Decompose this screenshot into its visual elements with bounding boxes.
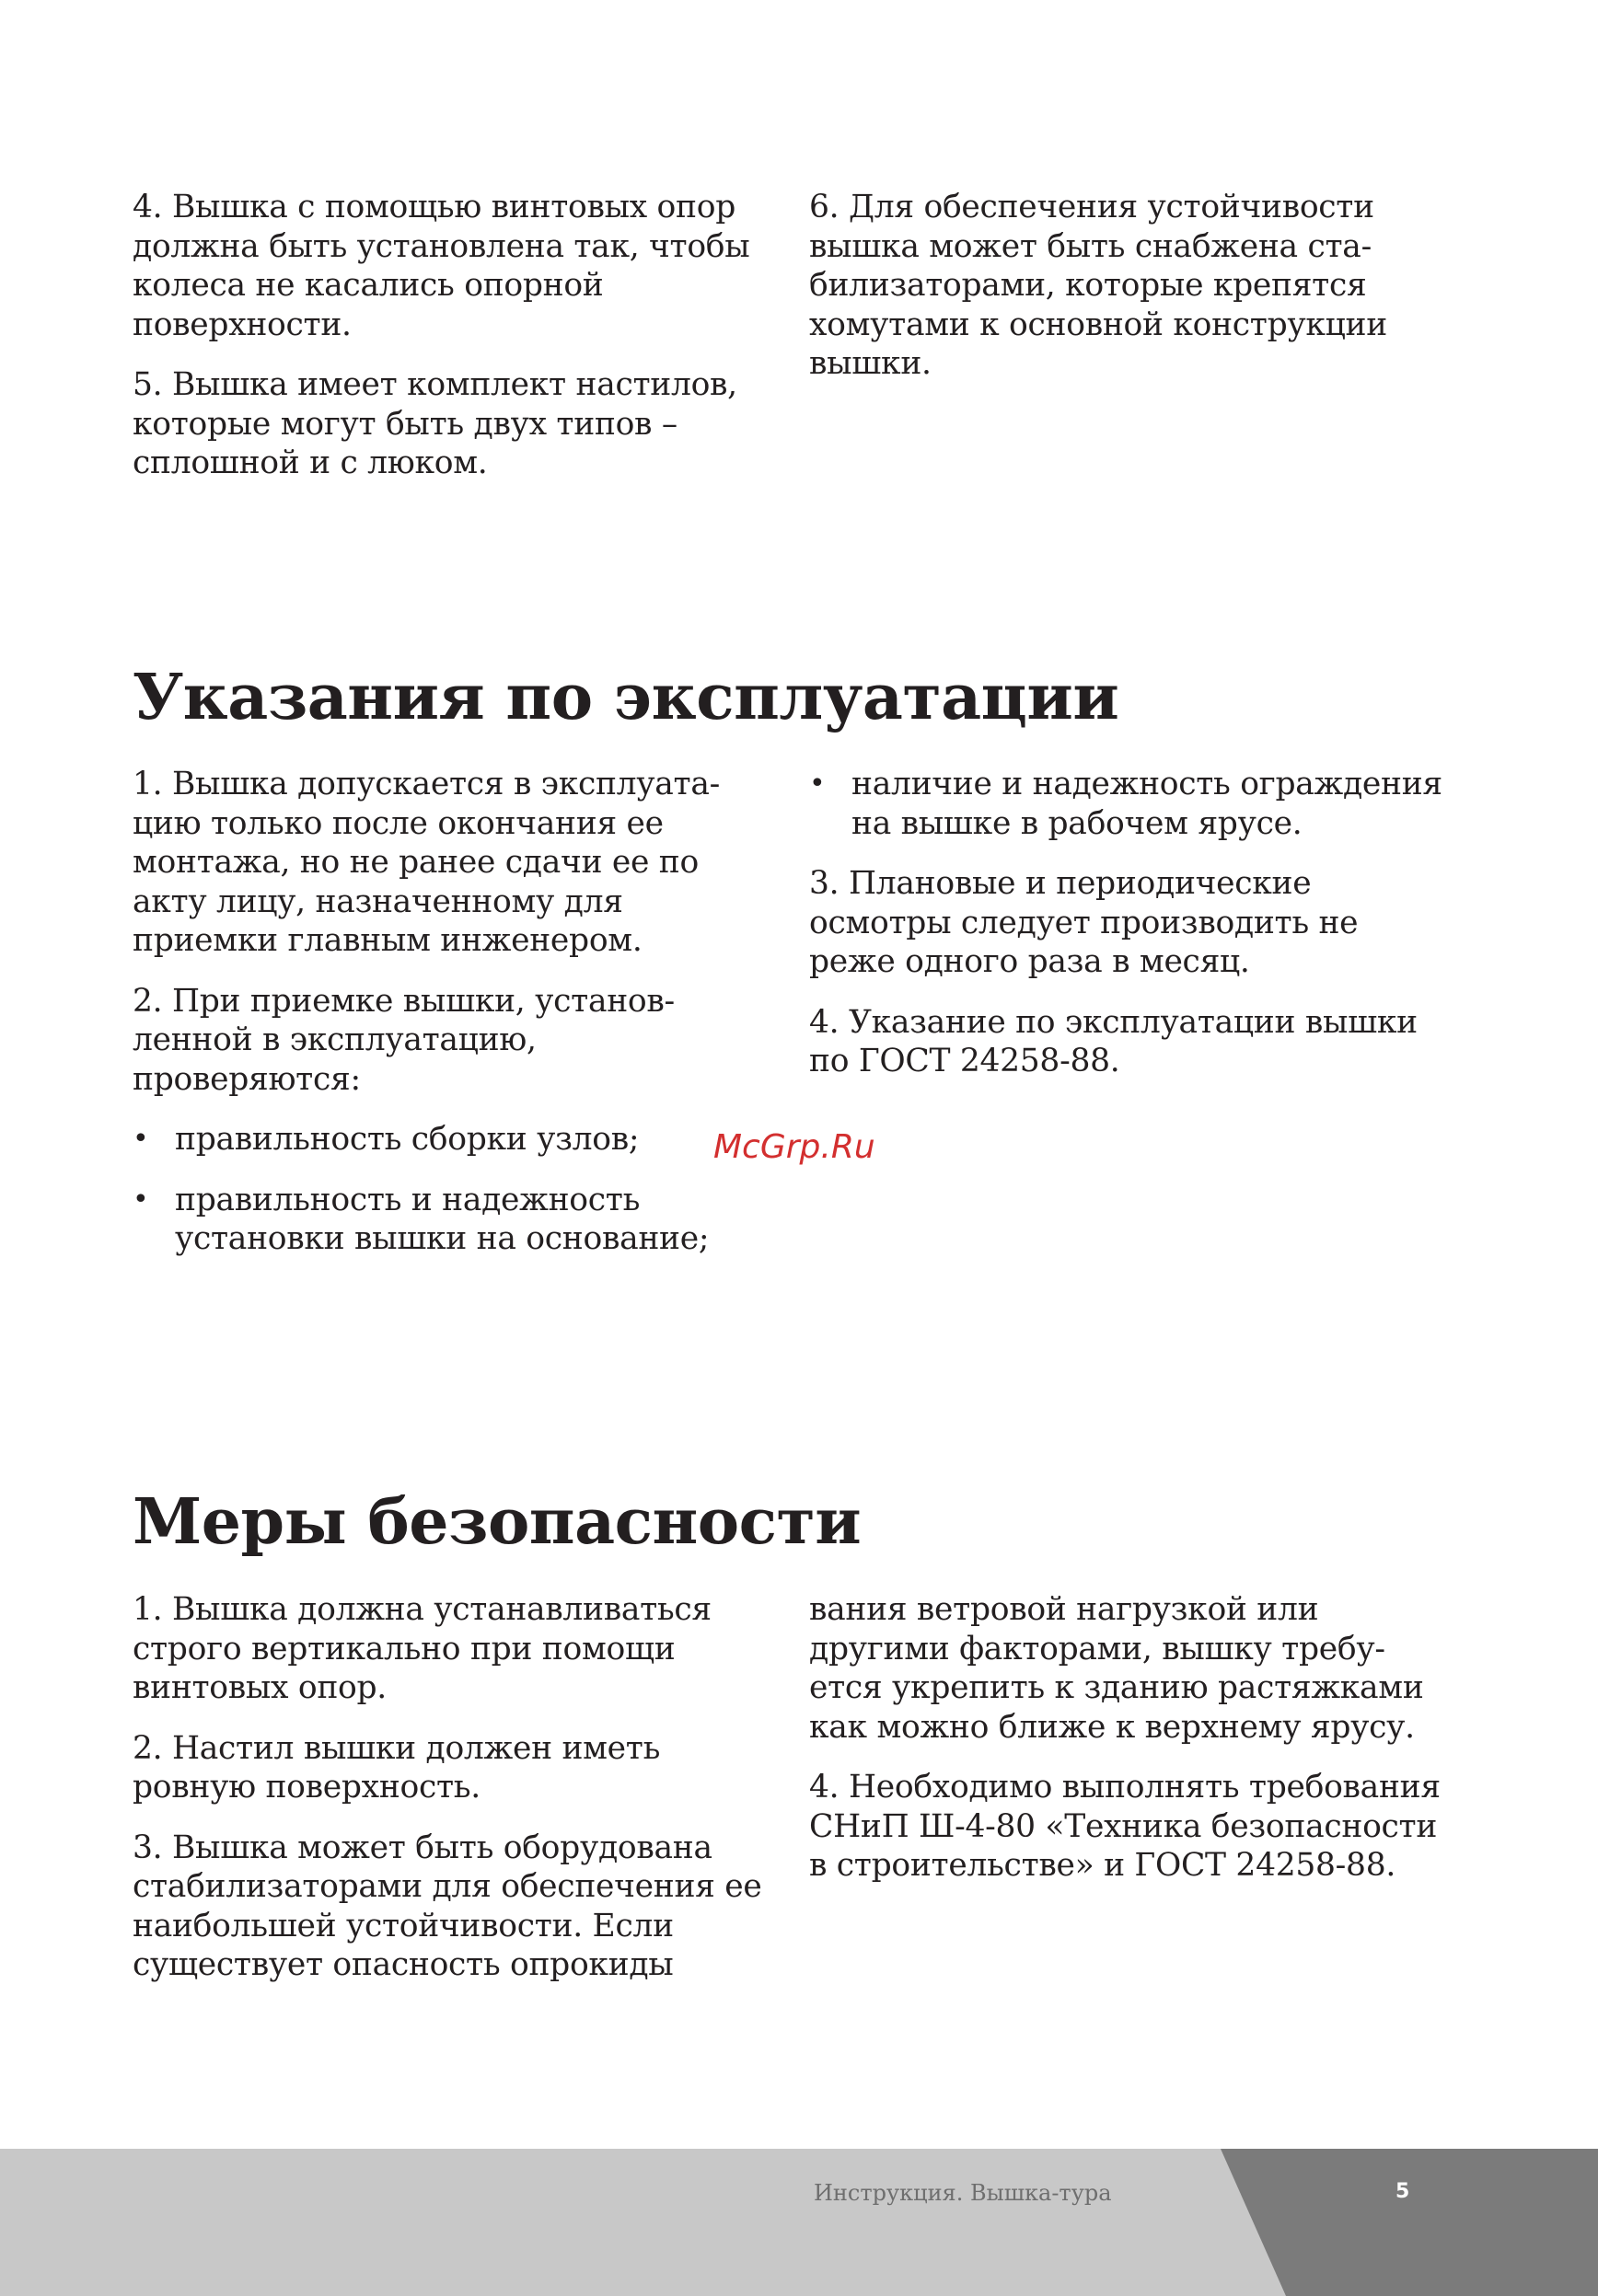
paragraph: 6. Для обеспечения устойчивости вышка может быть снабжена стабилизаторами, которые крепятся хомутами к основной конструкции вышки. bbox=[809, 189, 1387, 382]
list-item bbox=[133, 1120, 768, 1160]
section-title-operation: Указания по эксплуатации bbox=[133, 661, 1119, 734]
list-item-text: правильность сборки узлов; bbox=[175, 1121, 640, 1158]
footer-page-tab bbox=[1221, 2149, 1598, 2296]
operation-right-column bbox=[809, 765, 1444, 1102]
page-footer bbox=[0, 2149, 1598, 2296]
paragraph: 5. Вышка имеет комплект настилов, которые могут быть двух типов – сплошной и с люком. bbox=[133, 366, 737, 481]
paragraph: вания ветровой нагрузкой или другими факторами, вышку требуется укрепить к зданию растяжками как можно ближе к верхнему ярусу. bbox=[809, 1591, 1424, 1746]
paragraph: 2. Настил вышки должен иметь ровную поверхность. bbox=[133, 1729, 661, 1806]
safety-right-column bbox=[809, 1590, 1444, 1907]
list-item-text: правильность и надежность установки вышки на основание; bbox=[175, 1181, 710, 1257]
bullet-icon: • bbox=[809, 767, 826, 800]
safety-left-column bbox=[133, 1590, 768, 2006]
paragraph: 4. Указание по эксплуатации вышки по ГОСТ 24258-88. bbox=[809, 1003, 1418, 1079]
paragraph: 3. Вышка может быть оборудована стабилизаторами для обеспечения ее наибольшей устойчивости. Если существует опасность опрокиды bbox=[133, 1829, 762, 1983]
paragraph: 3. Плановые и периодические осмотры следует производить не реже одного раза в месяц. bbox=[809, 865, 1359, 980]
paragraph: 1. Вышка допускается в эксплуатацию только после окончания ее монтажа, но не ранее сдачи ее по акту лицу, назначенному для приемки главным инженером. bbox=[133, 766, 721, 959]
bullet-icon: • bbox=[133, 1183, 149, 1216]
footer-document-title: Инструкция. Вышка-тура bbox=[814, 2180, 1112, 2206]
paragraph: 4. Вышка с помощью винтовых опор должна быть установлена так, чтобы колеса не касались опорной поверхности. bbox=[133, 189, 750, 343]
bullet-icon: • bbox=[133, 1123, 149, 1155]
bullet-list bbox=[133, 1120, 768, 1259]
paragraph: 1. Вышка должна устанавливаться строго вертикально при помощи винтовых опор. bbox=[133, 1591, 712, 1706]
list-item bbox=[133, 1181, 768, 1259]
operation-left-column bbox=[133, 765, 768, 1280]
page-number: 5 bbox=[1395, 2180, 1410, 2203]
section-title-safety: Меры безопасности bbox=[133, 1485, 862, 1559]
watermark-text: McGrp.Ru bbox=[713, 1128, 875, 1166]
intro-left-column bbox=[133, 188, 768, 504]
list-item-text: наличие и надежность ограждения на вышке в рабочем ярусе. bbox=[851, 766, 1442, 842]
list-item bbox=[809, 765, 1444, 843]
paragraph: 4. Необходимо выполнять требования СНиП Ш-4-80 «Техника безопасности в строительстве» и ГОСТ 24258-88. bbox=[809, 1769, 1441, 1884]
intro-right-column bbox=[809, 188, 1444, 405]
paragraph: 2. При приемке вышки, установленной в эксплуатацию, проверяются: bbox=[133, 982, 676, 1098]
bullet-list bbox=[809, 765, 1444, 843]
